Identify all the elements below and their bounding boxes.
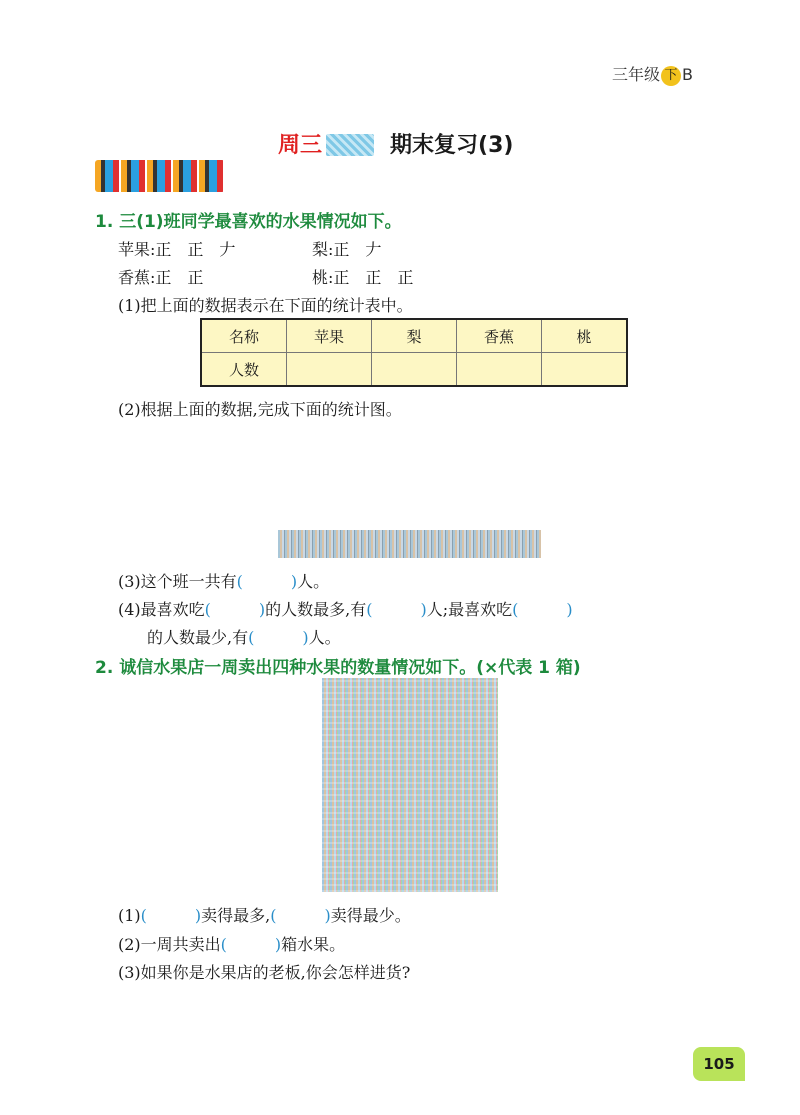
- q2-sub1-num: (1): [118, 906, 141, 925]
- sales-chart-image: [322, 678, 498, 892]
- q1-sub4-text: (4)最喜欢吃: [118, 600, 205, 619]
- answer-blank[interactable]: ( ): [248, 628, 309, 647]
- table-header-cell: 苹果: [287, 319, 372, 353]
- q1-sub3-unit: 人。: [297, 572, 330, 591]
- answer-blank[interactable]: ( ): [366, 600, 427, 619]
- q2-sub1-text: 卖得最少。: [330, 906, 411, 925]
- q2-sub1-text: 卖得最多,: [201, 906, 271, 925]
- question-1-title: 1. 三(1)班同学最喜欢的水果情况如下。: [95, 212, 402, 232]
- grade-label: [612, 62, 693, 86]
- q1-sub4-text: 人;最喜欢吃: [426, 600, 513, 619]
- table-header-cell: 梨: [372, 319, 457, 353]
- table-answer-cell[interactable]: [457, 353, 542, 387]
- q1-sub3: [118, 569, 329, 592]
- title-text: 期末复习(3): [390, 133, 514, 158]
- table-row: [201, 353, 627, 387]
- tally-apple: 苹果:正 正 𠂇: [118, 240, 236, 259]
- table-header-cell: 桃: [542, 319, 628, 353]
- answer-blank[interactable]: ( ): [270, 906, 331, 925]
- question-2-title: 2. 诚信水果店一周卖出四种水果的数量情况如下。(×代表 1 箱): [95, 658, 581, 678]
- q2-sub2: [118, 932, 345, 955]
- table-answer-cell[interactable]: [372, 353, 457, 387]
- chart-area-image: [278, 530, 541, 558]
- table-header-cell: 名称: [201, 319, 287, 353]
- tally-peach: 桃:正 正 正: [312, 268, 414, 287]
- grade-text: 三年级: [612, 65, 661, 84]
- q1-sub4-text: 的人数最多,有: [265, 600, 367, 619]
- q1-sub4-line1: [118, 597, 573, 620]
- answer-blank[interactable]: ( ): [236, 572, 298, 591]
- q2-sub1: [118, 903, 411, 926]
- table-answer-cell[interactable]: [287, 353, 372, 387]
- answer-blank[interactable]: ( ): [204, 600, 266, 619]
- q1-sub3-text: (3)这个班一共有: [118, 572, 237, 591]
- title-day: 周三: [278, 133, 323, 158]
- q2-sub3: (3)如果你是水果店的老板,你会怎样进货?: [118, 963, 411, 982]
- section-badge-icon: [95, 160, 225, 192]
- answer-blank[interactable]: ( ): [220, 935, 282, 954]
- page-number: 105: [693, 1047, 745, 1081]
- q1-sub1: (1)把上面的数据表示在下面的统计表中。: [118, 296, 413, 315]
- title-decoration-icon: [326, 134, 374, 156]
- tally-banana: 香蕉:正 正: [118, 268, 204, 287]
- q1-sub4-text: 的人数最少,有: [147, 628, 249, 647]
- tally-pear: 梨:正 𠂇: [312, 240, 382, 259]
- answer-blank[interactable]: ( ): [512, 600, 573, 619]
- table-row-label: 人数: [201, 353, 287, 387]
- q1-sub2: (2)根据上面的数据,完成下面的统计图。: [118, 400, 402, 419]
- table-header-cell: 香蕉: [457, 319, 542, 353]
- statistics-table: [200, 318, 628, 387]
- q1-sub4-text: 人。: [308, 628, 341, 647]
- q2-sub2-text: (2)一周共卖出: [118, 935, 221, 954]
- table-row: [201, 319, 627, 353]
- table-answer-cell[interactable]: [542, 353, 628, 387]
- page-title: [278, 128, 513, 159]
- answer-blank[interactable]: ( ): [140, 906, 202, 925]
- grade-edition: B: [682, 65, 693, 84]
- grade-circle-badge: 下: [661, 66, 681, 86]
- q2-sub2-unit: 箱水果。: [281, 935, 346, 954]
- q1-sub4-line2: [147, 625, 341, 648]
